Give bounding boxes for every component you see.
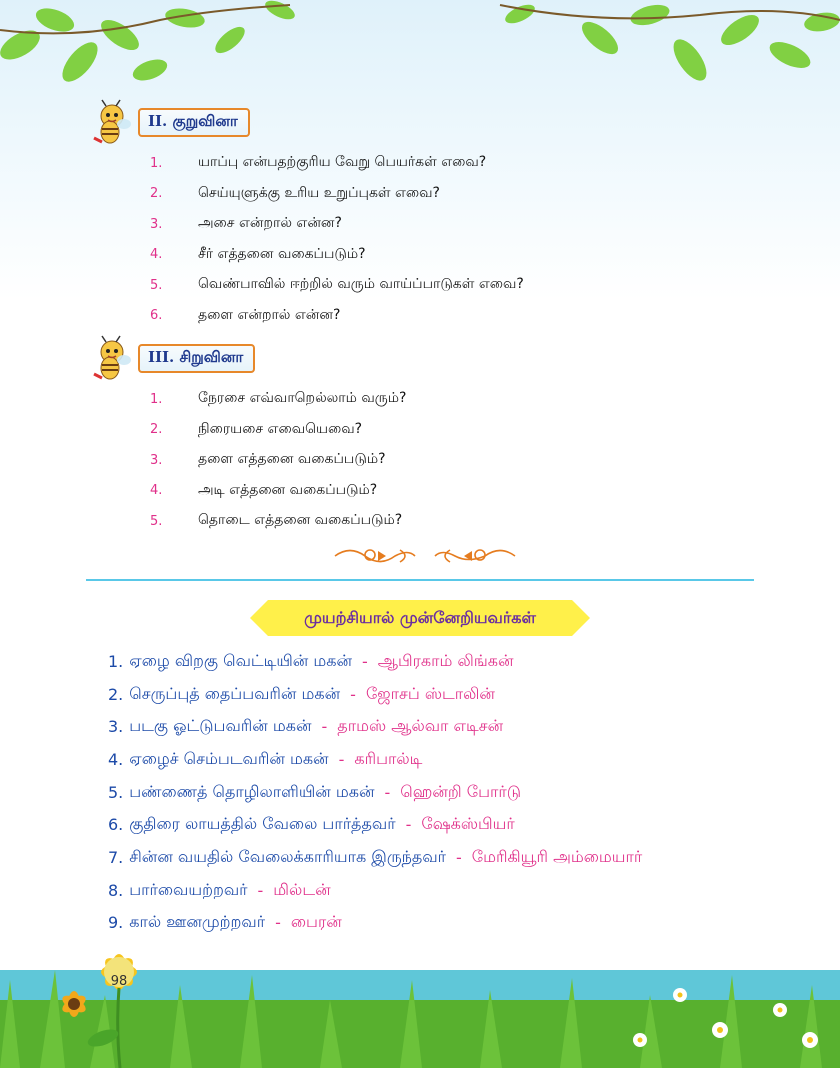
question-text: சீர் எத்தனை வகைப்படும்?: [198, 245, 366, 262]
item-number: 3.: [150, 216, 163, 232]
achievers-title: முயற்சியால் முன்னேறியவர்கள்: [304, 607, 536, 627]
list-item: [150, 240, 524, 271]
short-answer-questions: [150, 148, 524, 331]
item-number: 6.: [108, 815, 124, 835]
question-text: நிரையசை எவையெவை?: [198, 420, 363, 437]
list-item: [108, 808, 642, 841]
item-separator: -: [321, 717, 328, 737]
item-separator: -: [338, 749, 345, 769]
list-item: [108, 645, 642, 678]
item-separator: -: [362, 651, 368, 671]
list-item: [150, 445, 406, 476]
bee-mascot-icon: [88, 334, 132, 382]
item-number: 5.: [150, 513, 163, 529]
item-separator: -: [456, 847, 462, 867]
item-separator: -: [405, 815, 412, 835]
item-description: பார்வையற்றவர்: [129, 879, 248, 899]
item-number: 1.: [150, 391, 163, 407]
list-item: [108, 907, 642, 940]
item-person: மில்டன்: [273, 879, 331, 899]
item-person: ஷேக்ஸ்பியர்: [421, 814, 515, 834]
item-number: 2.: [150, 422, 163, 438]
flourish-ornament: [330, 541, 520, 571]
item-person: ஆபிரகாம் லிங்கன்: [377, 650, 514, 670]
item-person: ஹென்றி போர்டு: [400, 781, 521, 801]
item-number: 8.: [108, 880, 124, 900]
item-description: செருப்புத் தைப்பவரின் மகன்: [129, 683, 341, 703]
question-text: வெண்பாவில் ஈற்றில் வரும் வாய்ப்பாடுகள் எவை?: [198, 276, 524, 293]
item-number: 5.: [108, 782, 124, 802]
list-item: [108, 710, 642, 743]
question-text: நேரசை எவ்வாறெல்லாம் வரும்?: [198, 390, 407, 407]
item-separator: -: [350, 684, 356, 704]
list-item: [108, 874, 642, 907]
item-number: 6.: [150, 308, 163, 324]
page-number: 98: [110, 973, 128, 989]
achievers-list: [108, 645, 642, 939]
section-title: III. சிறுவினா: [138, 344, 255, 373]
item-person: பைரன்: [290, 912, 342, 932]
item-person: தாமஸ் ஆல்வா எடிசன்: [337, 716, 504, 736]
item-description: குதிரை லாயத்தில் வேலை பார்த்தவர்: [129, 814, 396, 834]
item-description: சின்ன வயதில் வேலைக்காரியாக இருந்தவர்: [129, 846, 447, 866]
item-separator: -: [384, 782, 391, 802]
item-description: பண்ணைத் தொழிலாளியின் மகன்: [129, 781, 375, 801]
item-number: 7.: [108, 847, 124, 867]
list-item: [150, 179, 524, 210]
item-number: 4.: [150, 247, 163, 263]
list-item: [150, 476, 406, 507]
question-text: தளை எத்தனை வகைப்படும்?: [198, 451, 386, 468]
achievers-banner: [250, 598, 590, 638]
item-description: ஏழை விறகு வெட்டியின் மகன்: [129, 650, 353, 670]
section-title: II. குறுவினா: [138, 108, 250, 137]
question-text: யாப்பு என்பதற்குரிய வேறு பெயர்கள் எவை?: [198, 154, 487, 171]
brief-answer-questions: [150, 384, 406, 537]
item-description: படகு ஓட்டுபவரின் மகன்: [129, 716, 312, 736]
item-person: மேரிகியூரி அம்மையார்: [471, 846, 643, 866]
list-item: [150, 384, 406, 415]
item-number: 4.: [108, 749, 124, 769]
bee-mascot-icon: [88, 98, 132, 146]
list-item: [150, 415, 406, 446]
item-description: ஏழைச் செம்படவரின் மகன்: [129, 748, 329, 768]
question-text: தொடை எத்தனை வகைப்படும்?: [198, 512, 403, 529]
item-number: 2.: [150, 186, 163, 202]
section-header-short-answer: [88, 98, 250, 146]
question-text: அடி எத்தனை வகைப்படும்?: [198, 481, 378, 498]
list-item: [150, 209, 524, 240]
list-item: [150, 148, 524, 179]
question-text: தளை என்றால் என்ன?: [198, 306, 341, 323]
item-separator: -: [275, 913, 281, 933]
list-item: [108, 841, 642, 874]
question-text: அசை என்றால் என்ன?: [198, 215, 342, 232]
item-number: 1.: [150, 155, 163, 171]
item-number: 5.: [150, 277, 163, 293]
item-person: ஜோசப் ஸ்டாலின்: [365, 683, 495, 703]
item-number: 3.: [150, 452, 163, 468]
leaves-decoration: [0, 0, 840, 110]
item-number: 4.: [150, 483, 163, 499]
item-number: 2.: [108, 684, 124, 704]
section-divider: [86, 579, 754, 581]
item-separator: -: [257, 880, 264, 900]
section-header-brief-answer: [88, 334, 255, 382]
item-number: 1.: [108, 651, 124, 671]
list-item: [150, 506, 406, 537]
list-item: [108, 678, 642, 711]
item-number: 3.: [108, 717, 124, 737]
list-item: [150, 270, 524, 301]
list-item: [150, 301, 524, 332]
list-item: [108, 776, 642, 809]
item-description: கால் ஊனமுற்றவர்: [129, 912, 266, 932]
list-item: [108, 743, 642, 776]
item-number: 9.: [108, 913, 124, 933]
question-text: செய்யுளுக்கு உரிய உறுப்புகள் எவை?: [198, 184, 440, 201]
item-person: கரிபால்டி: [354, 748, 423, 768]
